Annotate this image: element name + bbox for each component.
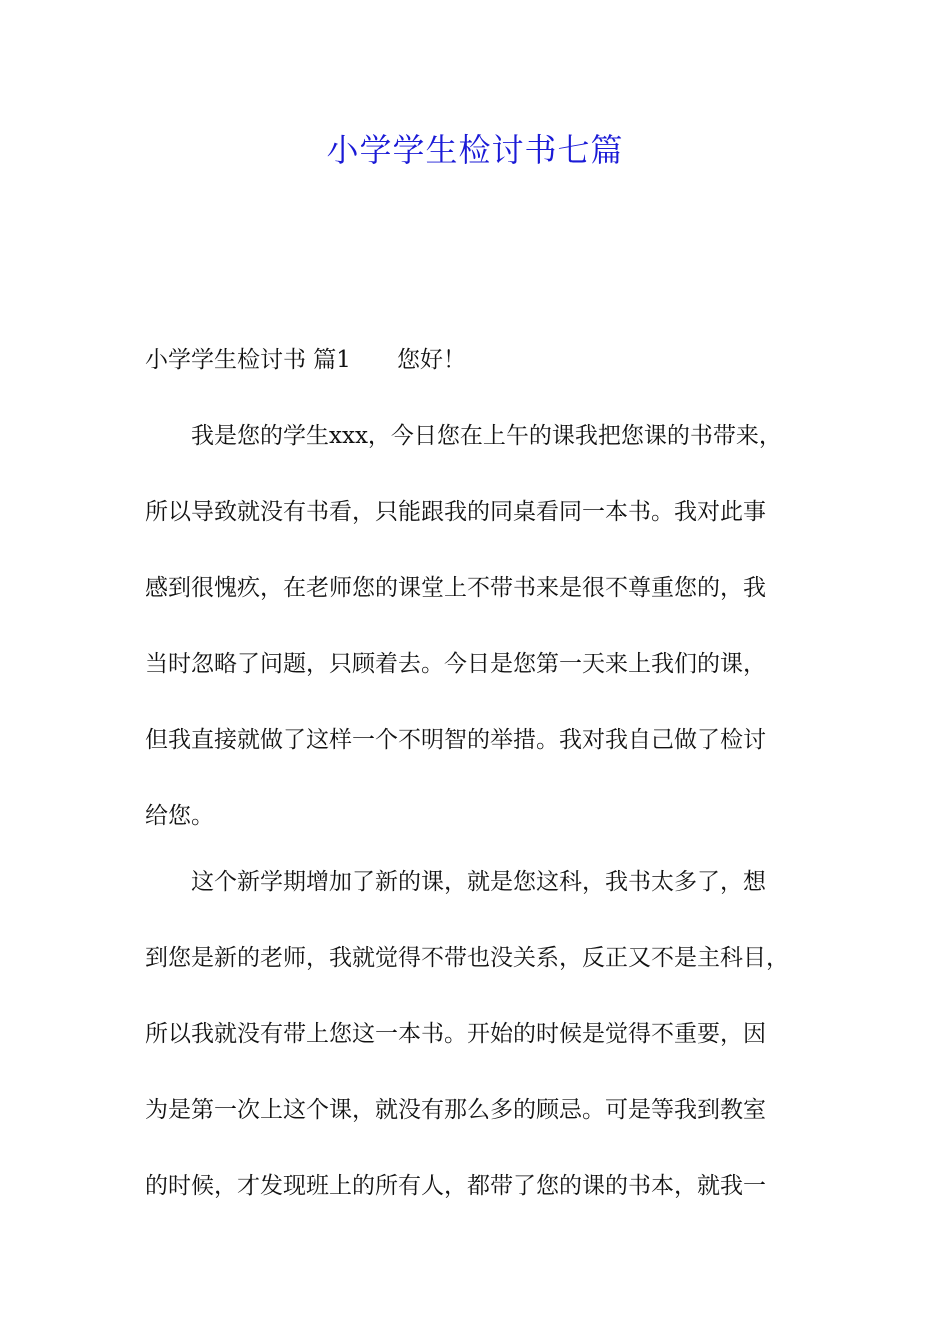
section-heading: 小学学生检讨书 篇1: [145, 347, 351, 373]
paragraph-line: 给您。: [145, 803, 214, 829]
paragraph-line: 到您是新的老师，我就觉得不带也没关系，反正又不是主科目，: [145, 945, 789, 971]
paragraph-2: [145, 844, 835, 1224]
paragraph-line: 为是第一次上这个课，就没有那么多的顾忌。可是等我到教室: [145, 1097, 766, 1123]
paragraph-1: [145, 398, 835, 854]
paragraph-line: 我是您的学生xxx，今日您在上午的课我把您课的书带来，: [145, 423, 782, 449]
paragraph-line: 所以导致就没有书看，只能跟我的同桌看同一本书。我对此事: [145, 499, 766, 525]
paragraph-line: 感到很愧疚，在老师您的课堂上不带书来是很不尊重您的，我: [145, 575, 766, 601]
section-heading-line: [145, 338, 466, 382]
paragraph-line: 当时忽略了问题，只顾着去。今日是您第一天来上我们的课，: [145, 651, 766, 677]
paragraph-line: 但我直接就做了这样一个不明智的举措。我对我自己做了检讨: [145, 727, 766, 753]
document-title: 小学学生检讨书七篇: [326, 131, 624, 169]
greeting: 您好！: [396, 347, 466, 373]
paragraph-line: 所以我就没有带上您这一本书。开始的时候是觉得不重要，因: [145, 1021, 766, 1047]
paragraph-line: 这个新学期增加了新的课，就是您这科，我书太多了，想: [145, 869, 766, 895]
paragraph-line: 的时候，才发现班上的所有人，都带了您的课的书本，就我一: [145, 1173, 766, 1199]
